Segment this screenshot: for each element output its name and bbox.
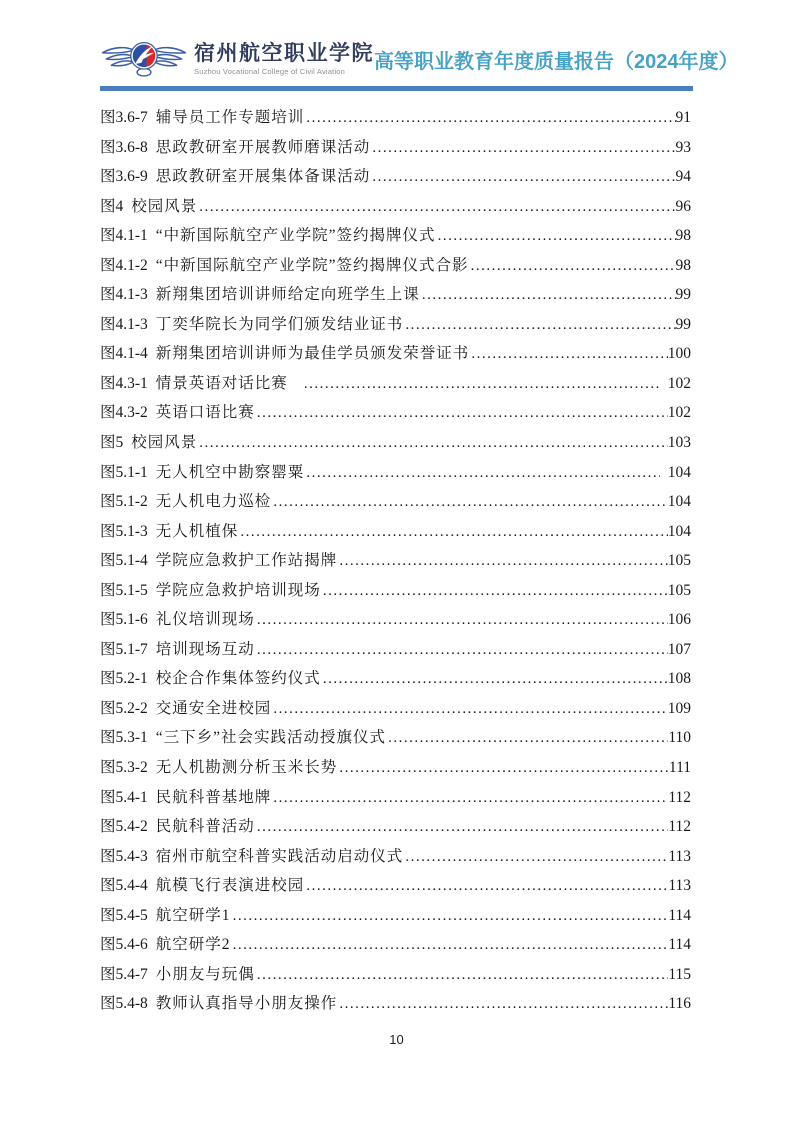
toc-entry-page: 110 xyxy=(668,729,691,747)
toc-entry-title: 民航科普基地牌 xyxy=(155,788,272,806)
toc-entry-title: 新翔集团培训讲师给定向班学生上课 xyxy=(155,286,420,304)
toc-entry-title: “中新国际航空产业学院”签约揭牌仪式合影 xyxy=(155,256,469,274)
toc-dot-leader xyxy=(306,871,668,901)
toc-entry-label: 图4.3-1 xyxy=(100,374,148,392)
toc-entry-title: 英语口语比赛 xyxy=(155,404,255,422)
toc-entry-page: 105 xyxy=(667,552,691,570)
toc-entry-page: 111 xyxy=(668,759,691,777)
toc-row xyxy=(100,428,691,458)
toc-dot-leader xyxy=(273,694,667,724)
toc-entry-label: 图5.1-5 xyxy=(100,581,148,599)
toc-row xyxy=(100,192,691,222)
toc-dot-leader xyxy=(471,251,676,281)
toc-entry-page: 105 xyxy=(667,581,691,599)
toc-dot-leader xyxy=(405,310,675,340)
toc-entry-page: 96 xyxy=(675,197,691,215)
toc-entry-title: 情景英语对话比赛 xyxy=(155,374,288,392)
toc-entry-page: 94 xyxy=(675,168,691,186)
toc-dot-leader xyxy=(257,605,668,635)
toc-entry-page: 115 xyxy=(668,965,691,983)
toc-row xyxy=(100,251,691,281)
toc-entry-title: 宿州市航空科普实践活动启动仪式 xyxy=(155,847,404,865)
toc-row xyxy=(100,989,691,1019)
toc-entry-label: 图5.4-7 xyxy=(100,965,148,983)
toc-row xyxy=(100,694,691,724)
toc-entry-page: 104 xyxy=(667,493,691,511)
toc-dot-leader xyxy=(323,664,668,694)
toc-dot-leader xyxy=(306,103,675,133)
toc-entry-label: 图4.1-2 xyxy=(100,256,148,274)
toc-entry-page: 113 xyxy=(668,877,691,895)
toc-entry-title: 校园风景 xyxy=(131,197,198,215)
toc-entry-page: 100 xyxy=(667,345,691,363)
toc-row xyxy=(100,162,691,192)
toc-entry-title: 无人机植保 xyxy=(155,522,239,540)
toc-dot-leader xyxy=(372,133,675,163)
toc-entry-label: 图5.4-6 xyxy=(100,936,148,954)
toc-row xyxy=(100,458,691,488)
toc-entry-label: 图5.4-2 xyxy=(100,818,148,836)
toc-entry-title: 航空研学2 xyxy=(155,936,231,954)
toc-dot-leader xyxy=(372,162,675,192)
toc-dot-leader xyxy=(257,398,668,428)
toc-entry-page: 112 xyxy=(668,818,691,836)
toc-entry-label: 图5 xyxy=(100,434,124,452)
toc-entry-title: 无人机电力巡检 xyxy=(155,493,272,511)
toc-row xyxy=(100,605,691,635)
toc-row xyxy=(100,664,691,694)
toc-row xyxy=(100,517,691,547)
toc-entry-title: 思政教研室开展集体备课活动 xyxy=(155,168,371,186)
toc-entry-page: 102 xyxy=(667,404,691,422)
toc-entry-page: 116 xyxy=(668,995,691,1013)
toc-row xyxy=(100,487,691,517)
toc-dot-leader xyxy=(339,753,669,783)
toc-entry-title: 航模飞行表演进校园 xyxy=(155,877,305,895)
toc-row xyxy=(100,103,691,133)
toc-dot-leader xyxy=(306,458,659,488)
toc-dot-leader xyxy=(199,428,667,458)
toc-row xyxy=(100,398,691,428)
toc-entry-label: 图5.4-1 xyxy=(100,788,148,806)
toc-entry-title: “三下乡”社会实践活动授旗仪式 xyxy=(155,729,387,747)
toc-row xyxy=(100,783,691,813)
toc-entry-title: 交通安全进校园 xyxy=(155,699,272,717)
toc-entry-label: 图5.4-8 xyxy=(100,995,148,1013)
toc-entry-label: 图3.6-8 xyxy=(100,138,148,156)
toc-entry-label: 图5.4-3 xyxy=(100,847,148,865)
toc-entry-page: 104 xyxy=(667,522,691,540)
toc-entry-label: 图4.1-4 xyxy=(100,345,148,363)
toc-entry-page: 104 xyxy=(667,463,691,481)
toc-entry-page: 98 xyxy=(675,256,691,274)
toc-entry-label: 图5.1-7 xyxy=(100,640,148,658)
toc-dot-leader xyxy=(257,812,669,842)
college-name-block xyxy=(194,42,374,76)
toc-entry-label: 图5.2-2 xyxy=(100,699,148,717)
toc-entry-title: 礼仪培训现场 xyxy=(155,611,255,629)
toc-entry-title: 无人机空中勘察罂粟 xyxy=(155,463,305,481)
toc-row xyxy=(100,339,691,369)
toc-row xyxy=(100,930,691,960)
toc-row xyxy=(100,546,691,576)
toc-entry-label: 图5.4-4 xyxy=(100,877,148,895)
toc-row xyxy=(100,842,691,872)
toc-dot-leader xyxy=(273,783,668,813)
toc-entry-page: 99 xyxy=(675,315,691,333)
toc-dot-leader xyxy=(257,960,669,990)
toc-dot-leader xyxy=(233,930,669,960)
toc-entry-label: 图4.1-1 xyxy=(100,227,148,245)
toc-entry-label: 图5.1-1 xyxy=(100,463,148,481)
toc-entry-title: 新翔集团培训讲师为最佳学员颁发荣誉证书 xyxy=(155,345,470,363)
toc-entry-title: 学院应急救护培训现场 xyxy=(155,581,321,599)
toc-entry-page: 106 xyxy=(667,611,691,629)
toc-entry-page: 108 xyxy=(667,670,691,688)
toc-entry-label: 图3.6-7 xyxy=(100,109,148,126)
toc-entry-title: 无人机勘测分析玉米长势 xyxy=(155,759,338,777)
toc-dot-leader xyxy=(339,989,668,1019)
toc-entry-title: 航空研学1 xyxy=(155,906,231,924)
toc-dot-leader xyxy=(304,369,660,399)
toc-entry-label: 图4 xyxy=(100,197,124,215)
toc-row xyxy=(100,901,691,931)
college-wings-emblem-icon xyxy=(100,33,188,85)
toc-row xyxy=(100,871,691,901)
toc-entry-title: 培训现场互动 xyxy=(155,640,255,658)
toc-entry-title: 校园风景 xyxy=(131,434,198,452)
toc-list xyxy=(100,103,691,1019)
toc-entry-page: 93 xyxy=(675,138,691,156)
toc-dot-leader xyxy=(438,221,676,251)
toc-entry-label: 图5.1-4 xyxy=(100,552,148,570)
toc-entry-title: 校企合作集体签约仪式 xyxy=(155,670,321,688)
toc-entry-title: 丁奕华院长为同学们颁发结业证书 xyxy=(155,315,404,333)
toc-entry-title: 思政教研室开展教师磨课活动 xyxy=(155,138,371,156)
toc-dot-leader xyxy=(240,517,667,547)
header-divider xyxy=(100,86,693,91)
toc-entry-page: 114 xyxy=(668,906,691,924)
toc-entry-page: 112 xyxy=(668,788,691,806)
toc-dot-leader xyxy=(339,546,667,576)
toc-entry-label: 图3.6-9 xyxy=(100,168,148,186)
toc-dot-leader xyxy=(471,339,667,369)
toc-dot-leader xyxy=(273,487,667,517)
college-name: 宿州航空职业学院 xyxy=(194,42,374,65)
toc-entry-label: 图5.4-5 xyxy=(100,906,148,924)
college-brand xyxy=(100,33,374,85)
page-number: 10 xyxy=(389,1032,404,1047)
toc-row xyxy=(100,280,691,310)
toc-entry-title: 学院应急救护工作站揭牌 xyxy=(155,552,338,570)
toc-dot-leader xyxy=(199,192,675,222)
toc-entry-page: 102 xyxy=(667,374,691,392)
toc-dot-leader xyxy=(257,635,668,665)
toc-row xyxy=(100,753,691,783)
toc-row xyxy=(100,635,691,665)
toc-row xyxy=(100,960,691,990)
toc-row xyxy=(100,723,691,753)
toc-entry-page: 103 xyxy=(667,434,691,452)
toc-row xyxy=(100,133,691,163)
toc-entry-label: 图4.1-3 xyxy=(100,286,148,304)
toc-row xyxy=(100,369,691,399)
toc-row xyxy=(100,221,691,251)
toc-entry-label: 图4.3-2 xyxy=(100,404,148,422)
toc-entry-label: 图4.1-3 xyxy=(100,315,148,333)
toc-entry-label: 图5.2-1 xyxy=(100,670,148,688)
toc-entry-title: “中新国际航空产业学院”签约揭牌仪式 xyxy=(155,227,436,245)
toc-entry-page: 113 xyxy=(668,847,691,865)
toc-dot-leader xyxy=(405,842,668,872)
page-header xyxy=(100,34,739,84)
toc-entry-label: 图5.1-6 xyxy=(100,611,148,629)
toc-dot-leader xyxy=(388,723,668,753)
toc-entry-title: 民航科普活动 xyxy=(155,818,255,836)
toc-row xyxy=(100,310,691,340)
college-name-english: Suzhou Vocational College of Civil Aviation xyxy=(194,67,346,76)
toc-row xyxy=(100,576,691,606)
toc-entry-page: 99 xyxy=(675,286,691,304)
toc-entry-page: 98 xyxy=(675,227,691,245)
toc-entry-page: 114 xyxy=(668,936,691,954)
toc-entry-page: 91 xyxy=(675,109,691,126)
toc-entry-label: 图5.3-1 xyxy=(100,729,148,747)
toc-entry-label: 图5.1-2 xyxy=(100,493,148,511)
toc-dot-leader xyxy=(422,280,676,310)
toc-dot-leader xyxy=(233,901,669,931)
toc-dot-leader xyxy=(323,576,668,606)
toc-entry-title: 教师认真指导小朋友操作 xyxy=(155,995,338,1013)
toc-entry-title: 辅导员工作专题培训 xyxy=(155,109,305,126)
toc-entry-page: 109 xyxy=(667,699,691,717)
toc-entry-label: 图5.3-2 xyxy=(100,759,148,777)
toc-entry-label: 图5.1-3 xyxy=(100,522,148,540)
toc-entry-title: 小朋友与玩偶 xyxy=(155,965,255,983)
report-title: 高等职业教育年度质量报告（2024年度） xyxy=(374,50,739,73)
toc-row xyxy=(100,812,691,842)
toc-entry-page: 107 xyxy=(667,640,691,658)
